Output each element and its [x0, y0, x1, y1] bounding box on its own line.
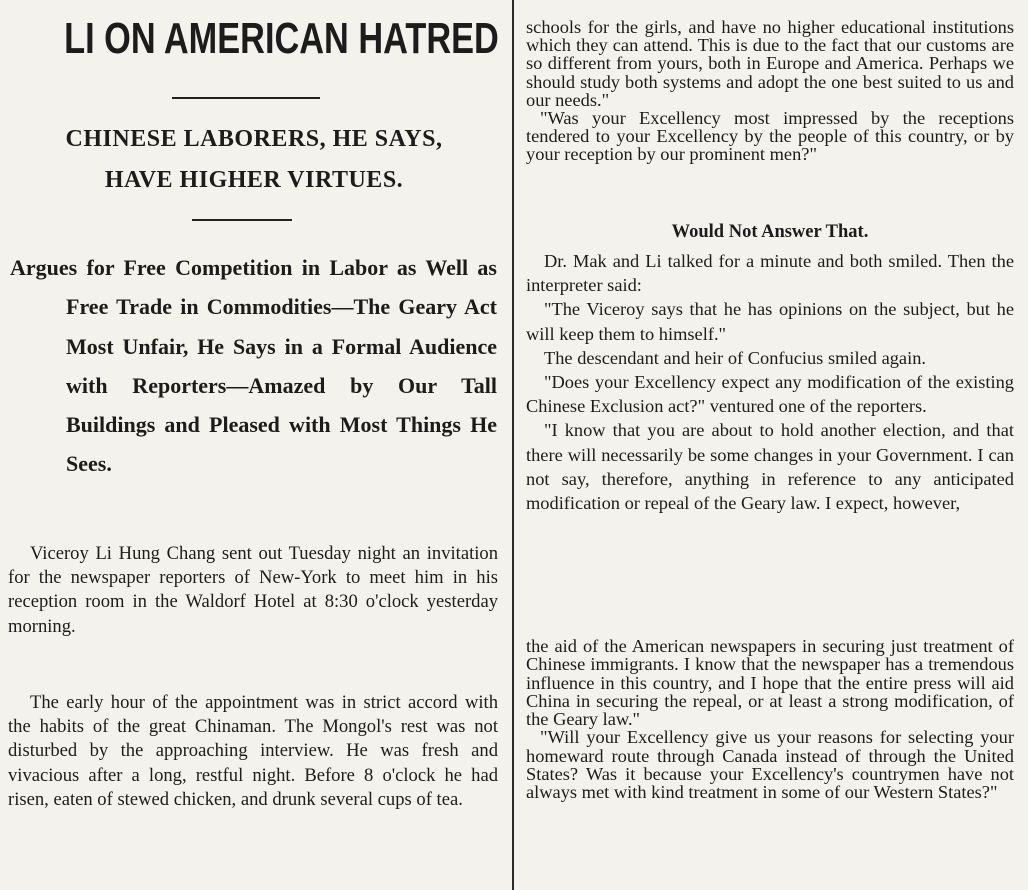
paragraph: "Was your Excellency most impressed by the receptions tendered to your Excellency by the people of this country, or by your reception by our prominent men?": [526, 108, 1014, 165]
right-body-mid: [526, 249, 1014, 515]
paragraph: The early hour of the appointment was in strict accord with the habits of the great Chinaman. The Mongol's rest was not disturbed by the approaching interview. He was fresh and vivacious after a long, restful night. Before 8 o'clock he had risen, eaten of stewed chicken, and drunk several cups of tea.: [8, 692, 498, 810]
paragraph: "Will your Excellency give us your reasons for selecting your homeward route through Canada instead of through the United States? Was it because your Excellency's countrymen have not always met with kind treatment in some of our Western States?": [526, 727, 1014, 803]
subhead-rule: [192, 219, 292, 221]
right-body-top: [526, 18, 1014, 164]
left-column: [0, 0, 508, 890]
paragraph: "I know that you are about to hold another election, and that there will necessarily be some changes in your Government. I can not say, therefore, anything in reference to any anticipated modification or repeal of the Geary law. I expect, however,: [526, 420, 1014, 514]
left-body-1: [8, 542, 498, 641]
paragraph: Viceroy Li Hung Chang sent out Tuesday night an invitation for the newspaper reporters of New-York to meet him in his reception room in the Waldorf Hotel at 8:30 o'clock yesterday morning.: [8, 543, 498, 637]
right-body-bottom: [526, 637, 1014, 802]
paragraph: Dr. Mak and Li talked for a minute and both smiled. Then the interpreter said:: [526, 251, 1014, 296]
paragraph: schools for the girls, and have no higher educational institutions which they can attend. This is due to the fact that our customs are so different from yours, both in Europe and America. Perhaps we should study both systems and adopt the one best suited to us and our needs.": [526, 17, 1014, 110]
deck: [10, 248, 497, 484]
deck-text: Argues for Free Competition in Labor as Well as Free Trade in Commodities—The Geary Act Most Unfair, He Says in a Formal Audience with Reporters—Amazed by Our Tall Buildings and Pleased with Most Things He Sees.: [10, 255, 497, 477]
paragraph: "Does your Excellency expect any modification of the existing Chinese Exclusion act?" ventured one of the reporters.: [526, 372, 1014, 417]
headline-rule: [172, 97, 320, 99]
subhead-line-1: CHINESE LABORERS, HE SAYS,: [65, 126, 443, 152]
headline: LI ON AMERICAN HATRED: [64, 14, 499, 63]
column-divider: [512, 0, 514, 890]
subhead-line-2: HAVE HIGHER VIRTUES.: [104, 167, 404, 193]
left-body-2: [8, 691, 498, 814]
paragraph: The descendant and heir of Confucius smiled again.: [544, 347, 927, 368]
paragraph: the aid of the American newspapers in securing just treatment of Chinese immigrants. I know that the newspaper has a tremendous influence in this country, and I hope that the entire press will aid China in securing the repeal, or at least a strong modification, of the Geary law.": [526, 636, 1014, 730]
paragraph: "The Viceroy says that he has opinions on the subject, but he will keep them to himself.": [526, 299, 1014, 344]
right-subhead: Would Not Answer That.: [671, 222, 869, 242]
